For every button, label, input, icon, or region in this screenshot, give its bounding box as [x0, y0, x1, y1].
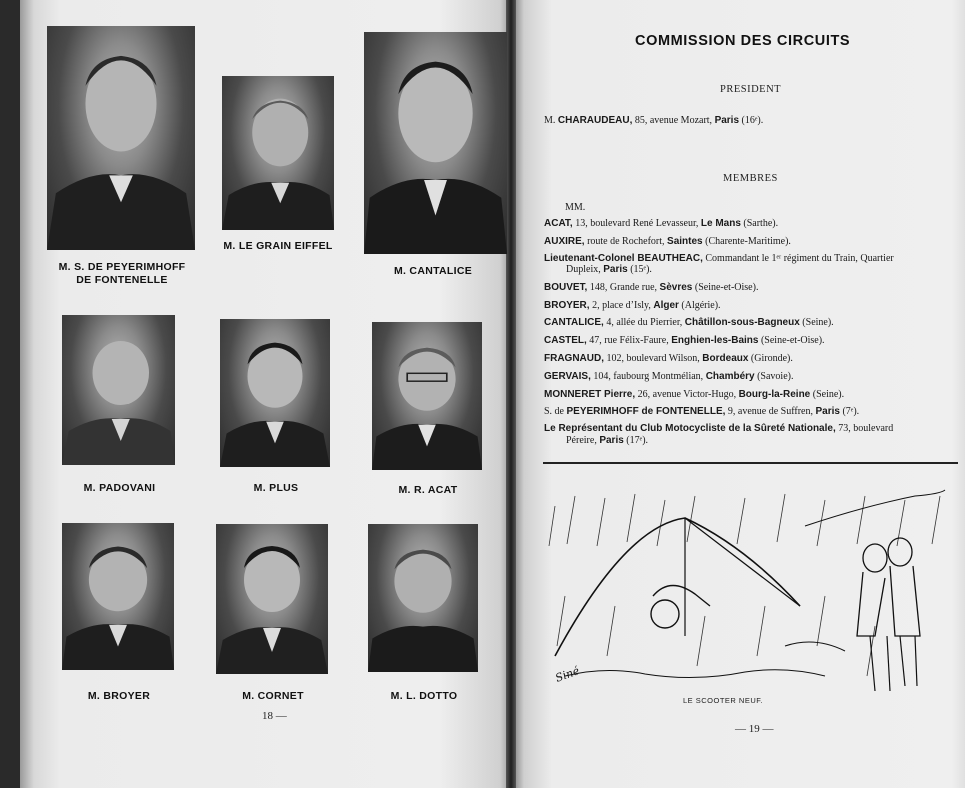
member-entry: MONNERET Pierre, 26, avenue Victor-Hugo, Bourg-la-Reine (Seine).	[544, 389, 845, 400]
book-gutter	[506, 0, 516, 788]
cartoon-caption: LE SCOOTER NEUF.	[683, 696, 764, 705]
cartoon-signature: Siné	[553, 664, 582, 685]
president-heading: PRESIDENT	[720, 84, 782, 95]
portrait-caption: M. PLUS	[253, 482, 299, 494]
portrait-caption: M. BROYER	[87, 690, 151, 702]
member-entry: S. de PEYERIMHOFF de FONTENELLE, 9, avenue de Suffren, Paris (7ᵉ).	[544, 406, 860, 417]
member-entry: Lieutenant-Colonel BEAUTHEAC, Commandant le 1ᵉʳ régiment du Train, Quartier	[544, 253, 894, 264]
portrait-photo	[216, 524, 328, 674]
member-entry: CASTEL, 47, rue Félix-Faure, Enghien-les-Bains (Seine-et-Oise).	[544, 335, 825, 346]
portrait-photo	[62, 315, 175, 465]
members-heading: MEMBRES	[723, 173, 778, 184]
member-entry: GERVAIS, 104, faubourg Montmélian, Chambéry (Savoie).	[544, 371, 794, 382]
member-entry-continuation: Dupleix, Paris (15ᵉ).	[566, 264, 652, 275]
portrait-photo	[222, 76, 334, 230]
page-number-left: 18 —	[262, 710, 287, 722]
members-salutation: MM.	[565, 202, 586, 213]
section-divider	[543, 462, 958, 464]
portrait-caption: M. CANTALICE	[393, 265, 473, 277]
member-entry: ACAT, 13, boulevard René Levasseur, Le Mans (Sarthe).	[544, 218, 779, 229]
portrait-photo	[220, 319, 330, 467]
member-entry: CANTALICE, 4, allée du Pierrier, Châtillon-sous-Bagneux (Seine).	[544, 317, 834, 328]
member-entry: BOUVET, 148, Grande rue, Sèvres (Seine-et-Oise).	[544, 282, 759, 293]
portrait-photo	[372, 322, 482, 470]
portrait-photo	[368, 524, 478, 672]
president-entry: M. CHARAUDEAU, 85, avenue Mozart, Paris (16ᵉ).	[544, 115, 764, 126]
page-number-right: — 19 —	[735, 723, 774, 735]
portrait-caption: M. CORNET	[242, 690, 304, 702]
portrait-caption: M. S. DE PEYERIMHOFF DE FONTENELLE	[58, 261, 186, 286]
portrait-caption: M. LE GRAIN EIFFEL	[223, 240, 333, 252]
portrait-caption: M. PADOVANI	[83, 482, 156, 494]
member-entry: BROYER, 2, place d’Isly, Alger (Algérie).	[544, 300, 721, 311]
portrait-caption: M. L. DOTTO	[390, 690, 458, 702]
cartoon-illustration	[545, 486, 955, 712]
portrait-photo	[62, 523, 174, 670]
member-entry: Le Représentant du Club Motocycliste de la Sûreté Nationale, 73, boulevard	[544, 423, 894, 434]
member-entry: AUXIRE, route de Rochefort, Saintes (Charente-Maritime).	[544, 236, 791, 247]
page-title: COMMISSION DES CIRCUITS	[635, 33, 851, 49]
portrait-caption: M. R. ACAT	[398, 484, 458, 496]
member-entry: FRAGNAUD, 102, boulevard Wilson, Bordeaux (Gironde).	[544, 353, 793, 364]
portrait-photo	[364, 32, 507, 254]
portrait-photo	[47, 26, 195, 250]
member-entry-continuation: Péreire, Paris (17ᵉ).	[566, 435, 649, 446]
